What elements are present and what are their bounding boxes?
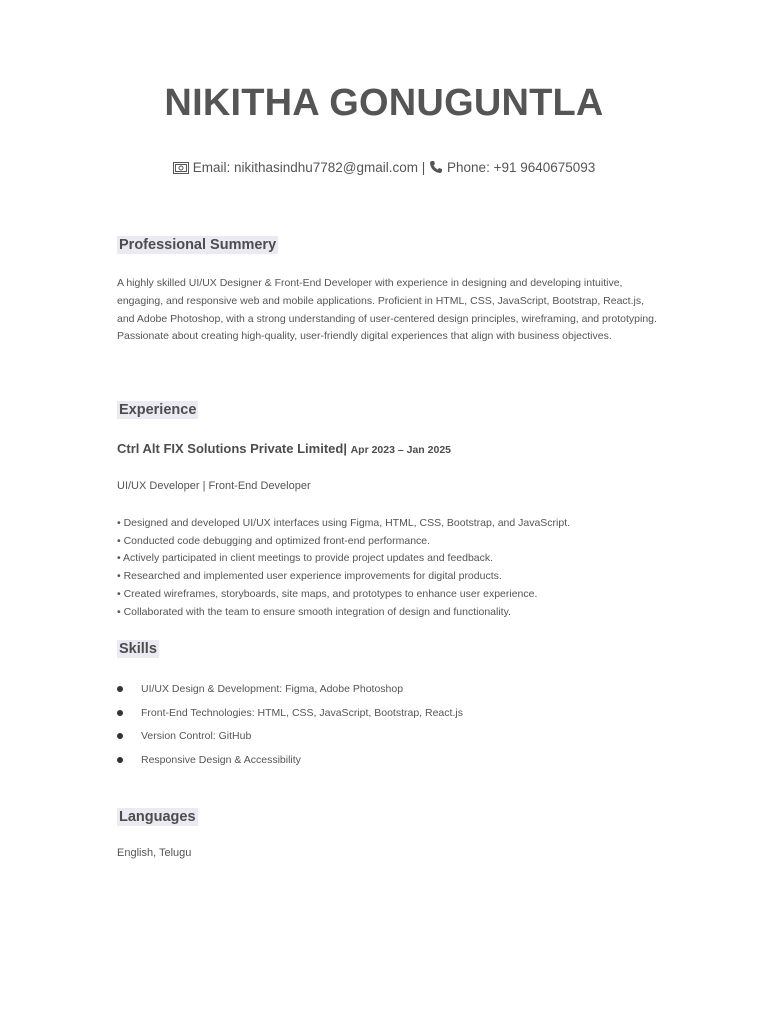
skill-text: Version Control: GitHub	[141, 730, 252, 742]
bullet-dot-icon	[117, 757, 123, 763]
bullet-dot-icon	[117, 733, 123, 739]
experience-bullets	[117, 515, 677, 621]
skill-text: Responsive Design & Accessibility	[141, 753, 301, 766]
list-item: • Designed and developed UI/UX interfaces using Figma, HTML, CSS, Bootstrap, and JavaScript.	[117, 517, 571, 529]
company-name: Ctrl Alt FIX Solutions Private Limited|	[117, 441, 347, 456]
job-role: UI/UX Developer | Front-End Developer	[117, 480, 311, 492]
bullet-dot-icon	[117, 710, 123, 716]
list-item	[117, 754, 463, 778]
phone-text[interactable]: Phone: +91 9640675093	[447, 160, 596, 175]
envelope-icon	[173, 162, 189, 177]
email-text[interactable]: Email: nikithasindhu7782@gmail.com	[192, 160, 419, 175]
skills-list	[117, 683, 463, 777]
phone-icon	[429, 160, 443, 177]
languages-heading: Languages	[119, 809, 196, 825]
candidate-name: NIKITHA GONUGUNTLA	[164, 82, 604, 124]
list-item: • Created wireframes, storyboards, site maps, and prototypes to enhance user experience.	[117, 587, 538, 600]
list-item	[117, 707, 463, 731]
list-item: • Conducted code debugging and optimized front-end performance.	[117, 534, 431, 547]
list-item: • Actively participated in client meetings to provide project updates and feedback.	[117, 552, 494, 565]
skill-text: Front-End Technologies: HTML, CSS, JavaScript, Bootstrap, React.js	[141, 706, 463, 719]
contact-line	[0, 160, 768, 177]
summary-text: A highly skilled UI/UX Designer & Front-End Developer with experience in designing and developing intuitive, engaging, and responsive web and mobile applications. Proficient in HTML, CSS, JavaScript, Bootstrap, React.js, and Adobe Photoshop, with a strong understanding of user-centered design principles, wireframing, and prototyping. Passionate about creating high-quality, user-friendly digital experiences that align with business objectives.	[117, 277, 657, 343]
list-item: • Researched and implemented user experience improvements for digital products.	[117, 570, 502, 583]
list-item: • Collaborated with the team to ensure smooth integration of design and functionality.	[117, 605, 511, 618]
contact-separator: |	[418, 160, 430, 175]
skill-text: UI/UX Design & Development: Figma, Adobe Photoshop	[141, 683, 404, 695]
bullet-dot-icon	[117, 686, 123, 692]
employment-dates: Apr 2023 – Jan 2025	[350, 444, 451, 456]
skills-heading: Skills	[119, 641, 157, 657]
list-item	[117, 730, 463, 754]
languages-text: English, Telugu	[117, 847, 192, 859]
summary-heading: Professional Summery	[119, 237, 277, 253]
company-line	[117, 441, 451, 456]
experience-heading: Experience	[119, 402, 197, 418]
list-item	[117, 683, 463, 707]
